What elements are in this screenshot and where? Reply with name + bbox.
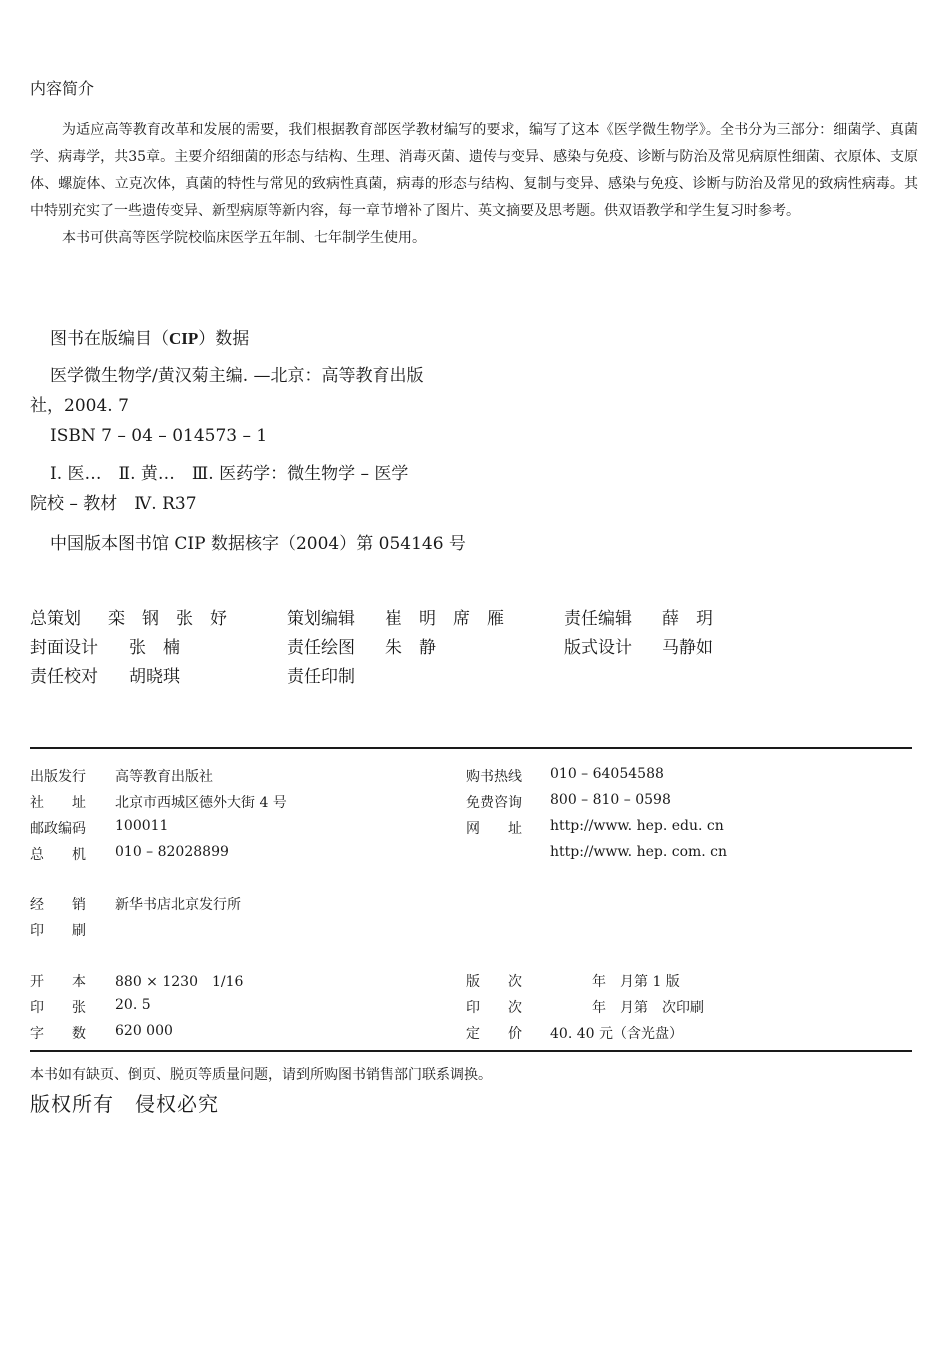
pub-label: 社 址 (30, 795, 86, 811)
staff-role: 版式设计 (564, 638, 632, 658)
pub-value: 高等教育出版社 (115, 769, 213, 785)
staff-person: 崔 明 席 雁 (385, 609, 504, 629)
divider-bottom (30, 1050, 912, 1052)
staff-role: 责任绘图 (287, 638, 355, 658)
staff-role: 责任校对 (30, 667, 98, 687)
staff-role: 责任印制 (287, 667, 355, 687)
pub-label: 开 本 (30, 974, 86, 990)
price-value: 40. 40 元（含光盘） (550, 1026, 683, 1042)
cip-title-pre: 图书在版编目（ (50, 329, 169, 349)
pub-label: 邮政编码 (30, 821, 86, 837)
cip-class-1 (30, 459, 500, 489)
staff-role: 策划编辑 (287, 609, 355, 629)
pub-label: 定 价 (466, 1026, 522, 1042)
staff-person: 马静如 (662, 638, 713, 658)
staff-role: 封面设计 (30, 638, 98, 658)
publishing-info (30, 766, 920, 1056)
cip-line-1 (30, 361, 500, 391)
website-link-edu: http://www. hep. edu. cn (550, 818, 724, 834)
pub-value: 620 000 (115, 1023, 173, 1039)
quality-note: 本书如有缺页、倒页、脱页等质量问题，请到所购图书销售部门联系调换。 (30, 1067, 492, 1083)
pub-value: 新华书店北京发行所 (115, 897, 241, 913)
pub-label: 网 址 (466, 821, 522, 837)
cip-block-2 (30, 459, 500, 519)
pub-value: 010 – 64054588 (550, 766, 664, 782)
staff-role: 总策划 (30, 609, 81, 629)
pub-label: 经 销 (30, 897, 86, 913)
intro-text (30, 117, 918, 252)
cip-block-1 (30, 361, 500, 451)
cip-isbn (30, 421, 500, 451)
pub-label: 总 机 (30, 847, 86, 863)
staff-person: 胡晓琪 (129, 667, 180, 687)
pub-label: 印 刷 (30, 923, 86, 939)
pub-value: 880 × 1230 1/16 (115, 974, 244, 990)
pub-label: 购书热线 (466, 769, 522, 785)
pub-label: 字 数 (30, 1026, 86, 1042)
staff-person: 栾 钢 张 妤 (108, 609, 227, 629)
pub-label: 印 张 (30, 1000, 86, 1016)
cip-record-text: 中国版本图书馆 CIP 数据核字（2004）第 054146 号 (50, 534, 466, 554)
pub-label: 版 次 (466, 974, 522, 990)
cip-class-2: 院校 – 教材 Ⅳ. R37 (30, 494, 197, 514)
cip-class-1-text: Ⅰ. 医… Ⅱ. 黄… Ⅲ. 医药学：微生物学 – 医学 (50, 464, 409, 484)
cip-title-post: ）数据 (198, 329, 250, 349)
pub-value: 800 – 810 – 0598 (550, 792, 671, 808)
cip-title-cip: CIP (169, 329, 199, 348)
pub-value: 年 月第 次印刷 (550, 1000, 704, 1016)
intro-paragraph-2: 本书可供高等医学院校临床医学五年制、七年制学生使用。 (62, 230, 426, 246)
copyright-notice: 版权所有 侵权必究 (30, 1092, 219, 1116)
pub-value: 100011 (115, 818, 169, 834)
cip-line-2: 社，2004. 7 (30, 396, 129, 416)
staff-person: 朱 静 (385, 638, 436, 658)
staff-person: 张 楠 (129, 638, 180, 658)
divider-top (30, 747, 912, 749)
staff-person: 薛 玥 (662, 609, 713, 629)
pub-value: 010 – 82028899 (115, 844, 229, 860)
cip-title (50, 324, 249, 349)
intro-title: 内容简介 (30, 79, 95, 98)
pub-value: 年 月第 1 版 (550, 974, 680, 990)
cip-isbn-text: ISBN 7 – 04 – 014573 – 1 (50, 426, 268, 446)
cip-record (30, 529, 500, 559)
pub-label: 免费咨询 (466, 795, 522, 811)
pub-value: 20. 5 (115, 997, 151, 1013)
staff-role: 责任编辑 (564, 609, 632, 629)
cip-line-1-text: 医学微生物学/黄汉菊主编. —北京：高等教育出版 (50, 366, 424, 386)
pub-value: 北京市西城区德外大街 4 号 (115, 795, 287, 811)
pub-label: 出版发行 (30, 769, 86, 785)
pub-label: 印 次 (466, 1000, 522, 1016)
website-link-com: http://www. hep. com. cn (550, 844, 728, 860)
intro-paragraph-1: 为适应高等教育改革和发展的需要，我们根据教育部医学教材编写的要求，编写了这本《医学微生物学》。全书分为三部分：细菌学、真菌学、病毒学，共35章。主要介绍细菌的形态与结构、生理、消毒灭菌、遗传与变异、感染与免疫、诊断与防治及常见病原性细菌、衣原体、支原体、螺旋体、立克次体，真菌的特性与常见的致病性真菌，病毒的形态与结构、复制与变异、感染与免疫、诊断与防治及常见的致病性病毒。其中特别充实了一些遗传变异、新型病原等新内容，每一章节增补了图片、英文摘要及思考题。供双语教学和学生复习时参考。 (30, 122, 918, 219)
